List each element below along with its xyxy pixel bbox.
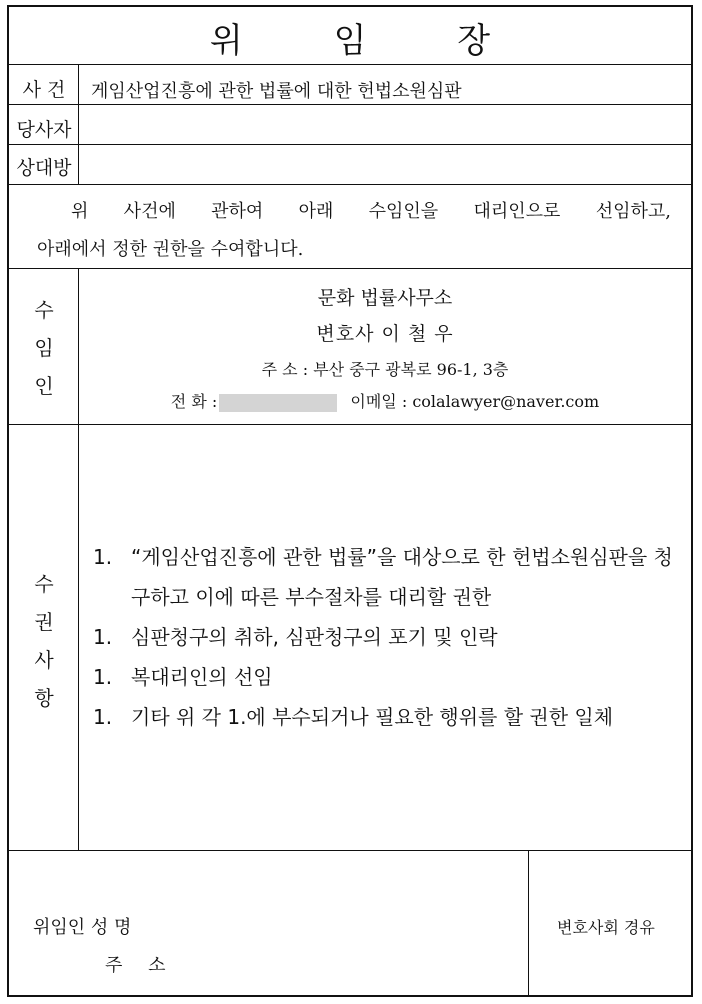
column-divider (78, 268, 79, 850)
divider (9, 144, 691, 145)
law-firm-name: 문화 법률사무소 (317, 287, 453, 309)
attorney-address (79, 357, 691, 380)
attorney-label-char: 인 (34, 374, 54, 398)
column-divider (78, 64, 79, 184)
divider (9, 850, 691, 851)
item-number: 1. (93, 665, 113, 689)
redacted-phone (219, 394, 337, 412)
item-text: “게임산업진흥에 관한 법률”을 대상으로 한 헌법소원심판을 청구하고 이에 따른 부수절차를 대리할 권한 (131, 545, 673, 609)
opponent-label: 상대방 (16, 157, 72, 179)
item-number: 1. (93, 705, 113, 729)
list-item (93, 697, 677, 737)
divider (9, 424, 691, 425)
powers-label-char: 항 (34, 686, 54, 710)
party-label: 당사자 (16, 119, 72, 141)
divider (9, 184, 691, 185)
list-item (93, 537, 677, 617)
item-number: 1. (93, 625, 113, 649)
phone-label: 전 화 : (170, 392, 218, 411)
item-number: 1. (93, 545, 113, 569)
powers-label-char: 사 (34, 648, 54, 672)
address-label: 주 소 : (261, 360, 309, 379)
principal-address-label: 주 소 (105, 955, 176, 976)
divider (9, 104, 691, 105)
item-text: 복대리인의 선임 (131, 665, 273, 689)
divider (9, 64, 691, 65)
principal-name-label: 위임인 성 명 (33, 917, 132, 938)
attorney-label-char: 수 (34, 298, 54, 322)
item-text: 심판청구의 취하, 심판청구의 포기 및 인락 (131, 625, 498, 649)
case-label: 사 건 (22, 79, 66, 101)
address-value: 부산 중구 광복로 96-1, 3층 (313, 360, 509, 379)
email-label: 이메일 : (350, 392, 408, 411)
document-title: 위 임 장 (209, 21, 531, 61)
column-divider (528, 850, 529, 997)
attorney-label-char: 임 (34, 336, 54, 360)
lawyer-name: 변호사 이 철 우 (316, 323, 454, 345)
attorney-label (9, 291, 79, 405)
powers-label-char: 수 (34, 572, 54, 596)
powers-label (9, 565, 79, 717)
case-value: 게임산업진흥에 관한 법률에 대한 헌법소원심판 (91, 81, 462, 102)
divider (9, 268, 691, 269)
power-of-attorney-form (7, 5, 693, 997)
bar-association-label: 변호사회 경유 (557, 918, 655, 937)
list-item (93, 617, 677, 657)
statement-line-1: 위 사건에 관하여 아래 수임인을 대리인으로 선임하고, (71, 201, 671, 222)
powers-label-char: 권 (34, 610, 54, 634)
list-item (93, 657, 677, 697)
statement-line-2: 아래에서 정한 권한을 수여합니다. (37, 239, 304, 260)
attorney-contact (79, 389, 691, 412)
email-value: colalawyer@naver.com (412, 392, 600, 411)
powers-list (93, 537, 677, 737)
item-text: 기타 위 각 1.에 부수되거나 필요한 행위를 할 권한 일체 (131, 705, 614, 729)
delegation-statement (37, 193, 671, 269)
